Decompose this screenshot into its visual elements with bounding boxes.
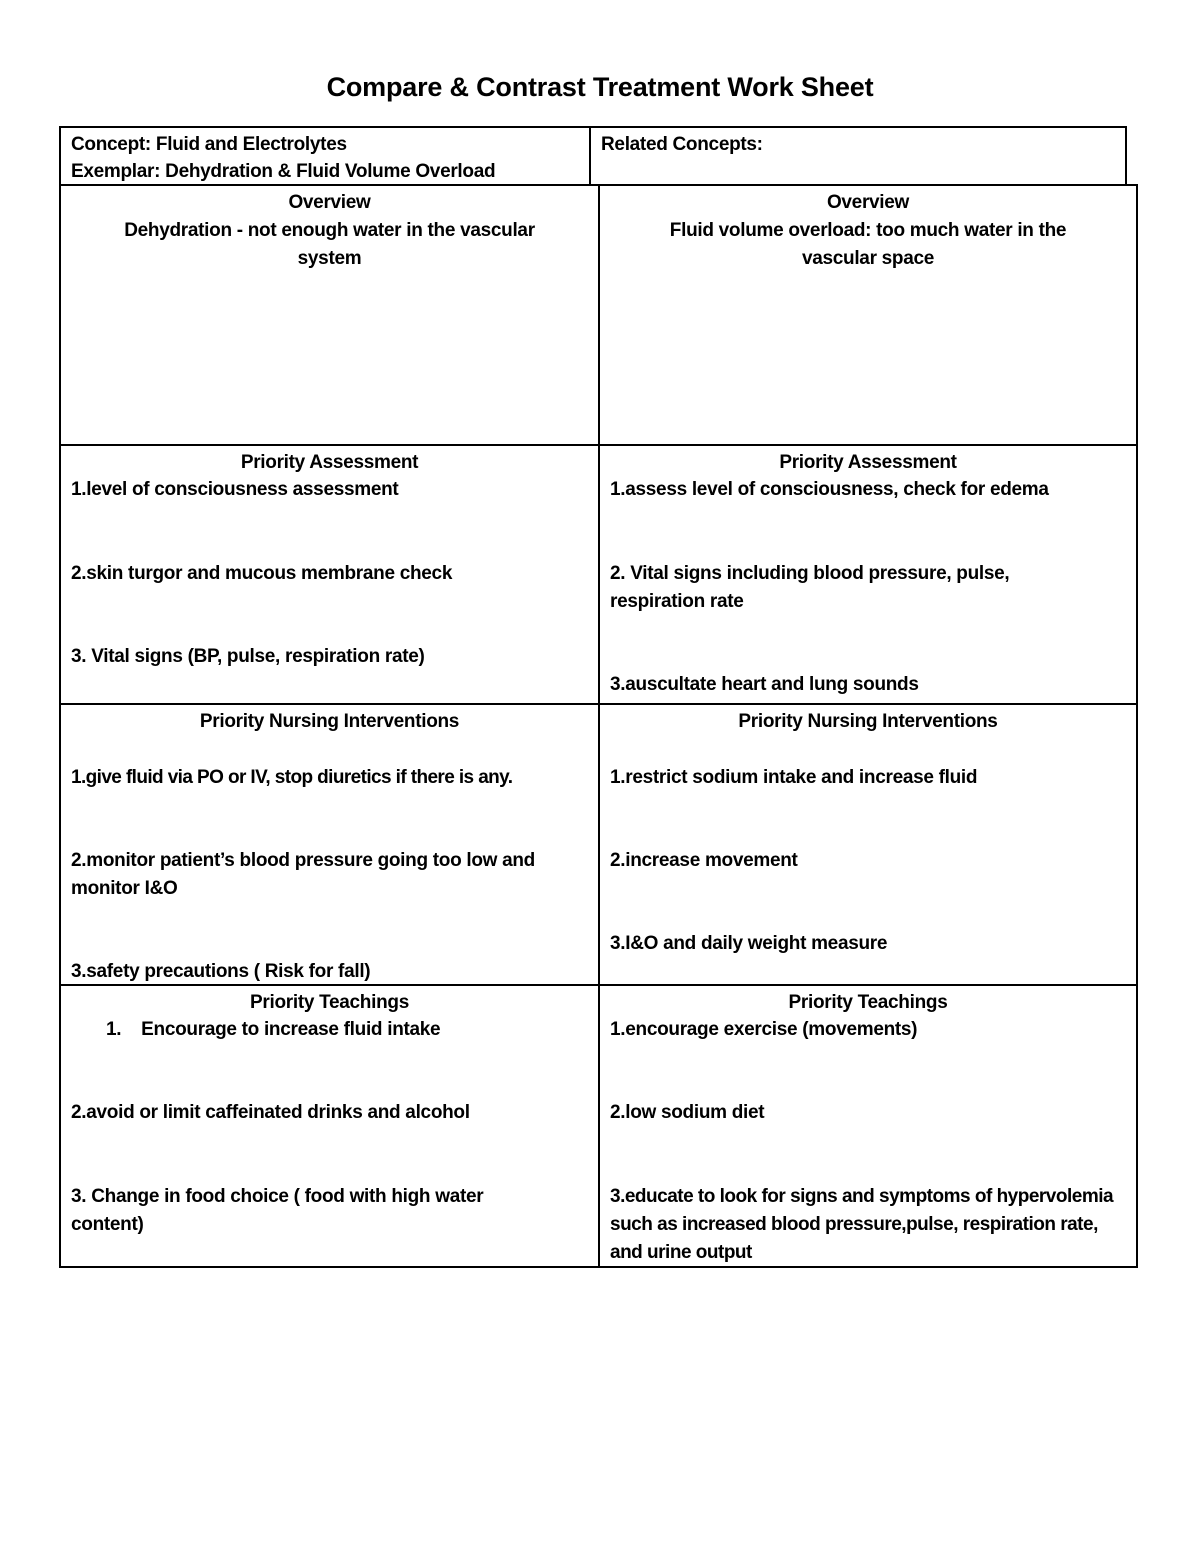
left-teachings-item: 1. Encourage to increase fluid intake	[106, 1019, 441, 1040]
concept-cell	[59, 126, 591, 186]
left-overview-cell	[59, 184, 600, 446]
left-overview-heading: Overview	[288, 192, 371, 213]
right-assessment-item: 3.auscultate heart and lung sounds	[610, 674, 919, 695]
right-assessment-cell	[598, 444, 1138, 705]
right-teachings-cell	[598, 984, 1138, 1268]
right-assessment-heading: Priority Assessment	[779, 452, 957, 473]
exemplar-label: Exemplar: Dehydration & Fluid Volume Overload	[71, 161, 496, 182]
left-interventions-heading: Priority Nursing Interventions	[199, 711, 460, 732]
left-assessment-item: 3. Vital signs (BP, pulse, respiration rate)	[71, 646, 425, 667]
related-concepts-cell	[589, 126, 1127, 186]
left-teachings-heading: Priority Teachings	[250, 992, 409, 1013]
concept-label: Concept: Fluid and Electrolytes	[71, 134, 347, 155]
left-interventions-item: 2.monitor patient’s blood pressure going too low and monitor I&O	[71, 850, 535, 899]
right-teachings-item: 1.encourage exercise (movements)	[610, 1019, 918, 1040]
left-teachings-item: 2.avoid or limit caffeinated drinks and alcohol	[71, 1102, 470, 1123]
right-overview-text: Fluid volume overload: too much water in the vascular space	[669, 220, 1067, 269]
right-interventions-heading: Priority Nursing Interventions	[738, 711, 998, 732]
left-interventions-cell	[59, 703, 600, 986]
left-assessment-cell	[59, 444, 600, 705]
right-interventions-item: 1.restrict sodium intake and increase fluid	[610, 767, 978, 788]
left-assessment-item: 1.level of consciousness assessment	[71, 479, 399, 500]
related-concepts-label: Related Concepts:	[601, 134, 763, 155]
right-interventions-item: 2.increase movement	[610, 850, 798, 871]
left-assessment-heading: Priority Assessment	[240, 452, 419, 473]
left-assessment-item: 2.skin turgor and mucous membrane check	[71, 563, 453, 584]
left-overview-text: Dehydration - not enough water in the vascular system	[124, 220, 535, 269]
right-overview-cell	[598, 184, 1138, 446]
left-interventions-item: 1.give fluid via PO or IV, stop diuretics if there is any.	[71, 767, 513, 788]
right-overview-heading: Overview	[826, 192, 910, 213]
left-teachings-cell	[59, 984, 600, 1268]
right-teachings-item: 3.educate to look for signs and symptoms of hypervolemia such as increased blood pressure,pulse, respiration rate, and urine output	[610, 1186, 1114, 1263]
left-interventions-item: 3.safety precautions ( Risk for fall)	[71, 961, 371, 982]
right-assessment-item: 1.assess level of consciousness, check for edema	[610, 479, 1049, 500]
right-teachings-heading: Priority Teachings	[788, 992, 948, 1013]
right-interventions-cell	[598, 703, 1138, 986]
left-teachings-item: 3. Change in food choice ( food with high water content)	[71, 1186, 484, 1235]
right-assessment-item: 2. Vital signs including blood pressure, pulse, respiration rate	[610, 563, 1010, 612]
page-title: Compare & Contrast Treatment Work Sheet	[326, 72, 874, 102]
right-teachings-item: 2.low sodium diet	[610, 1102, 765, 1123]
right-interventions-item: 3.I&O and daily weight measure	[610, 933, 888, 954]
